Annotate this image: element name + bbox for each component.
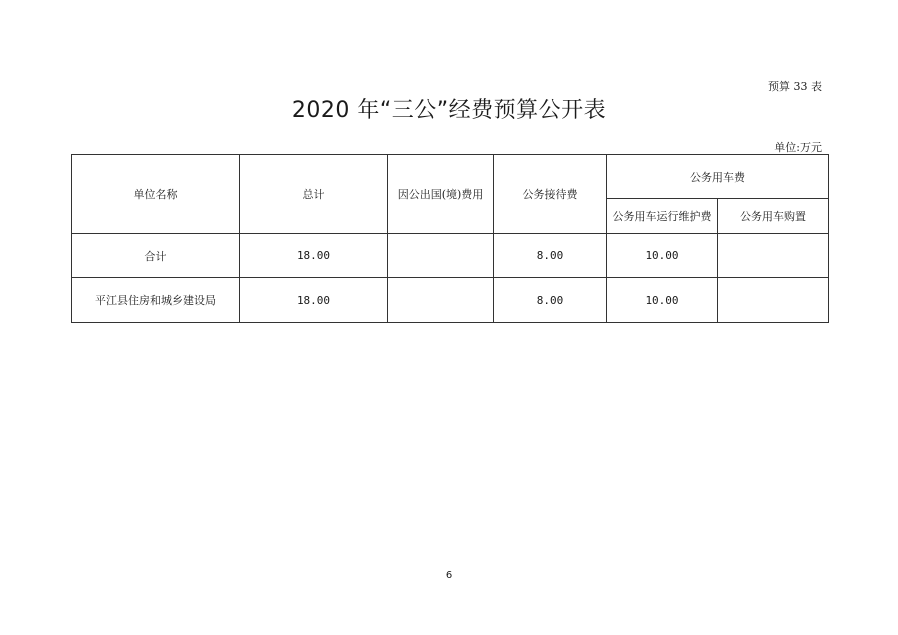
table-row	[72, 234, 829, 278]
row-reception: 8.00	[494, 234, 607, 278]
row-name: 平江县住房和城乡建设局	[72, 278, 240, 323]
row-total: 18.00	[240, 278, 388, 323]
row-overseas	[388, 234, 494, 278]
row-vehicle-ops: 10.00	[607, 278, 718, 323]
header-vehicle-ops: 公务用车运行维护费	[607, 199, 718, 234]
row-total: 18.00	[240, 234, 388, 278]
header-vehicle: 公务用车费	[607, 155, 829, 199]
header-reception: 公务接待费	[494, 155, 607, 234]
row-vehicle-purchase	[718, 278, 829, 323]
header-row-1	[72, 155, 829, 199]
table-row	[72, 278, 829, 323]
row-vehicle-purchase	[718, 234, 829, 278]
header-overseas: 因公出国(境)费用	[388, 155, 494, 234]
page-title: 2020 年“三公”经费预算公开表	[291, 98, 607, 123]
row-reception: 8.00	[494, 278, 607, 323]
row-overseas	[388, 278, 494, 323]
header-vehicle-purchase: 公务用车购置	[718, 199, 829, 234]
row-name: 合计	[72, 234, 240, 278]
unit-label: 单位:万元	[774, 141, 822, 154]
table-number: 预算 33 表	[768, 80, 822, 93]
header-total: 总计	[240, 155, 388, 234]
page-number: 6	[445, 570, 453, 581]
row-vehicle-ops: 10.00	[607, 234, 718, 278]
budget-table	[71, 154, 829, 323]
header-unit-name: 单位名称	[72, 155, 240, 234]
